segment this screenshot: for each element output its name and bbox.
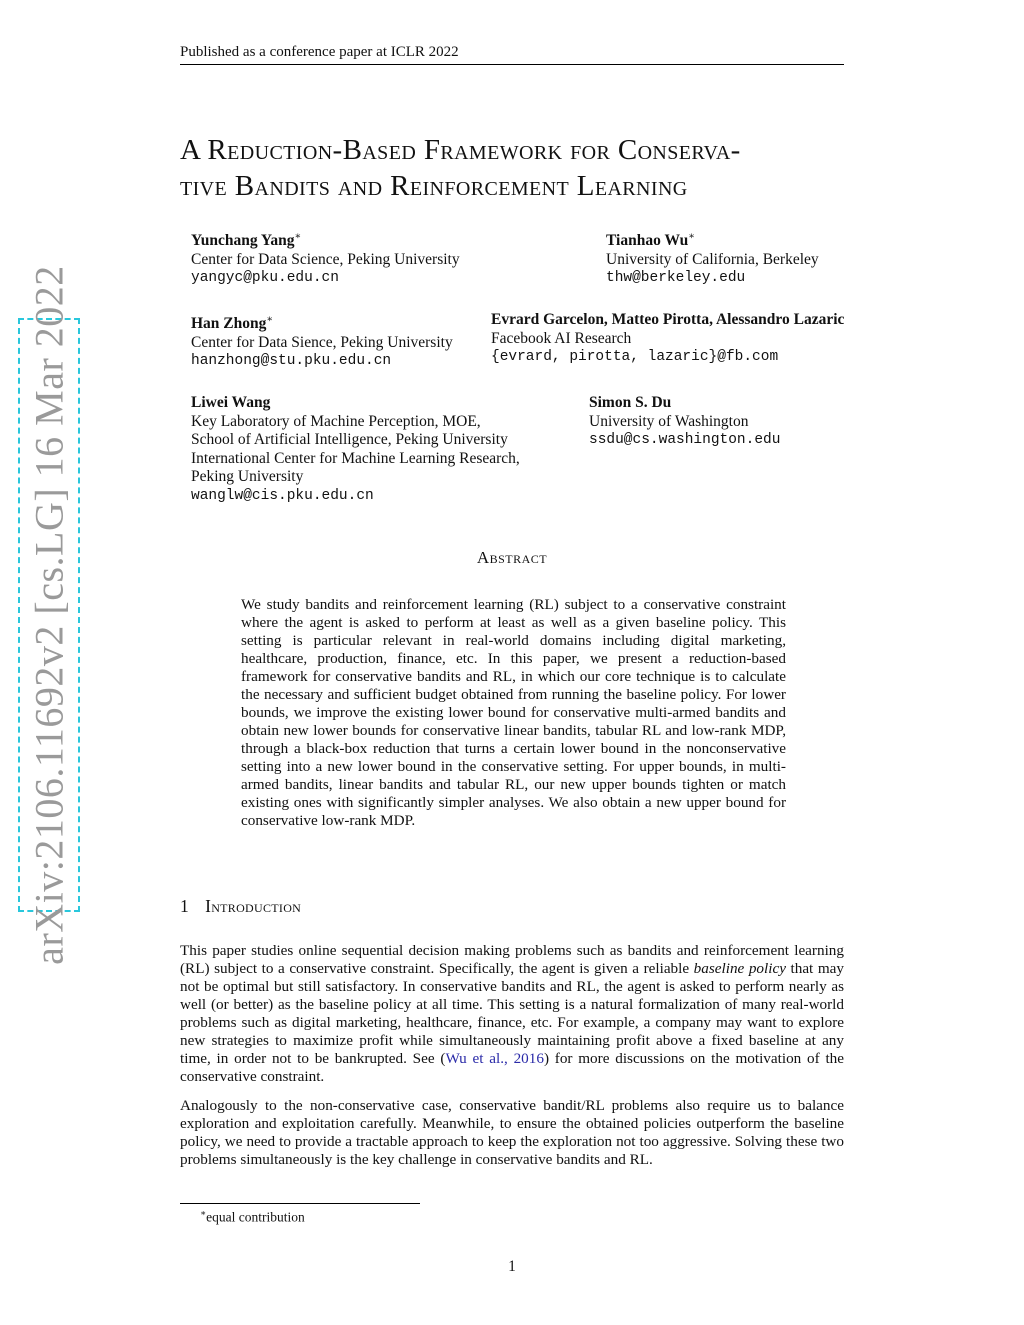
author-email: ssdu@cs.washington.edu — [589, 432, 781, 448]
author-email: wanglw@cis.pku.edu.cn — [191, 487, 374, 504]
page-number: 1 — [508, 1258, 516, 1275]
author-affiliation: Facebook AI Research — [491, 329, 632, 347]
author-block — [191, 311, 453, 371]
paper-title-line-2: tive Bandits and Reinforcement Learning — [180, 170, 688, 202]
paper-title-line-1: A Reduction-Based Framework for Conserva- — [180, 134, 741, 166]
author-block — [589, 394, 780, 450]
abstract-heading: Abstract — [476, 548, 548, 567]
arxiv-identifier: arXiv:2106.11692v2 [cs.LG] 16 Mar 2022 — [26, 265, 72, 965]
author-email: yangyc@pku.edu.cn — [191, 270, 339, 287]
arxiv-stamp — [18, 265, 80, 965]
abstract-text: We study bandits and reinforcement learning (RL) subject to a conservative constraint where the agent is asked to perform at least as well as a given baseline policy. This setting is particular relevant in real-world domains including digital marketing, healthcare, production, finance, etc. In this paper, we present a reduction-based framework for conservative bandits and RL, in which our core technique is to calculate the necessary and sufficient budget obtained from running the baseline policy. For lower bounds, we improve the existing lower bound for conservative multi-armed bandits and obtain new lower bounds for conservative linear bandits, tabular RL and low-rank MDP, through a black-box reduction that turns a certain lower bound in the nonconservative setting into a new lower bound in the conservative setting. For upper bounds, in multi-armed bandits, linear bandits and tabular RL, our new upper bounds tighten or match existing ones with significantly simpler analyses. We also obtain a new upper bound for conservative low-rank MDP. — [241, 596, 786, 829]
author-name: Han Zhong∗ — [191, 314, 274, 333]
author-affiliation: Key Laboratory of Machine Perception, MOE, — [191, 412, 481, 430]
author-affiliation: Center for Data Science, Peking University — [191, 250, 460, 268]
author-email: hanzhong@stu.pku.edu.cn — [191, 353, 392, 370]
author-block — [191, 228, 460, 288]
author-block — [191, 394, 520, 505]
citation-link[interactable]: Wu et al., 2016 — [445, 1050, 544, 1067]
intro-paragraph-2: Analogously to the non-conservative case, conservative bandit/RL problems also require us to balance exploration and exploitation carefully. Meanwhile, to ensure the obtained policies outperform the baseline policy, we need to provide a tractable approach to keep the exploration not too aggressive. Solving these two problems simultaneously is the key challenge in conservative bandits and RL. — [180, 1097, 844, 1168]
author-block — [606, 228, 819, 288]
section-title: Introduction — [205, 896, 302, 916]
paper-title — [180, 132, 860, 204]
author-email: thw@berkeley.edu — [606, 270, 746, 287]
author-affiliation: University of Washington — [589, 412, 749, 430]
author-name: Yunchang Yang∗ — [191, 231, 302, 250]
author-affiliation: Center for Data Sience, Peking University — [191, 333, 453, 351]
author-affiliation: International Center for Machine Learning Research, — [191, 449, 520, 467]
author-name: Tianhao Wu∗ — [606, 231, 696, 250]
author-affiliation: Peking University — [191, 468, 304, 485]
author-email: {evrard, pirotta, lazaric}@fb.com — [491, 349, 779, 365]
intro-paragraph-1: This paper studies online sequential decision making problems such as bandits and reinforcement learning (RL) subject to a conservative constraint. Specifically, the agent is given a reliable baseline policy that may not be optimal but still satisfactory. In conservative bandits and RL, the agent is asked to perform nearly as well (or better) as the baseline policy at all time. This setting is a natural formalization of many real-world problems such as digital marketing, healthcare, finance, etc. For example, a company may want to explore new strategies to maximize profit while simultaneously maintaining profit above a fixed baseline at any time, in order not to be bankrupted. See (Wu et al., 2016) for more discussions on the motivation of the conservative constraint. — [180, 942, 844, 1085]
author-name: Simon S. Du — [589, 394, 672, 411]
author-name: Evrard Garcelon, Matteo Pirotta, Alessandro Lazaric — [491, 311, 845, 328]
section-number: 1 — [180, 896, 190, 916]
section-heading — [180, 896, 301, 917]
author-name: Liwei Wang — [191, 394, 271, 411]
footnote: ∗equal contribution — [200, 1208, 305, 1225]
running-header: Published as a conference paper at ICLR 2022 — [180, 44, 844, 65]
author-affiliation: University of California, Berkeley — [606, 250, 819, 268]
emphasis-text: baseline policy — [693, 960, 786, 977]
author-block — [491, 311, 844, 367]
author-affiliation: School of Artificial Intelligence, Peking University — [191, 431, 508, 448]
footnote-divider — [180, 1203, 420, 1204]
